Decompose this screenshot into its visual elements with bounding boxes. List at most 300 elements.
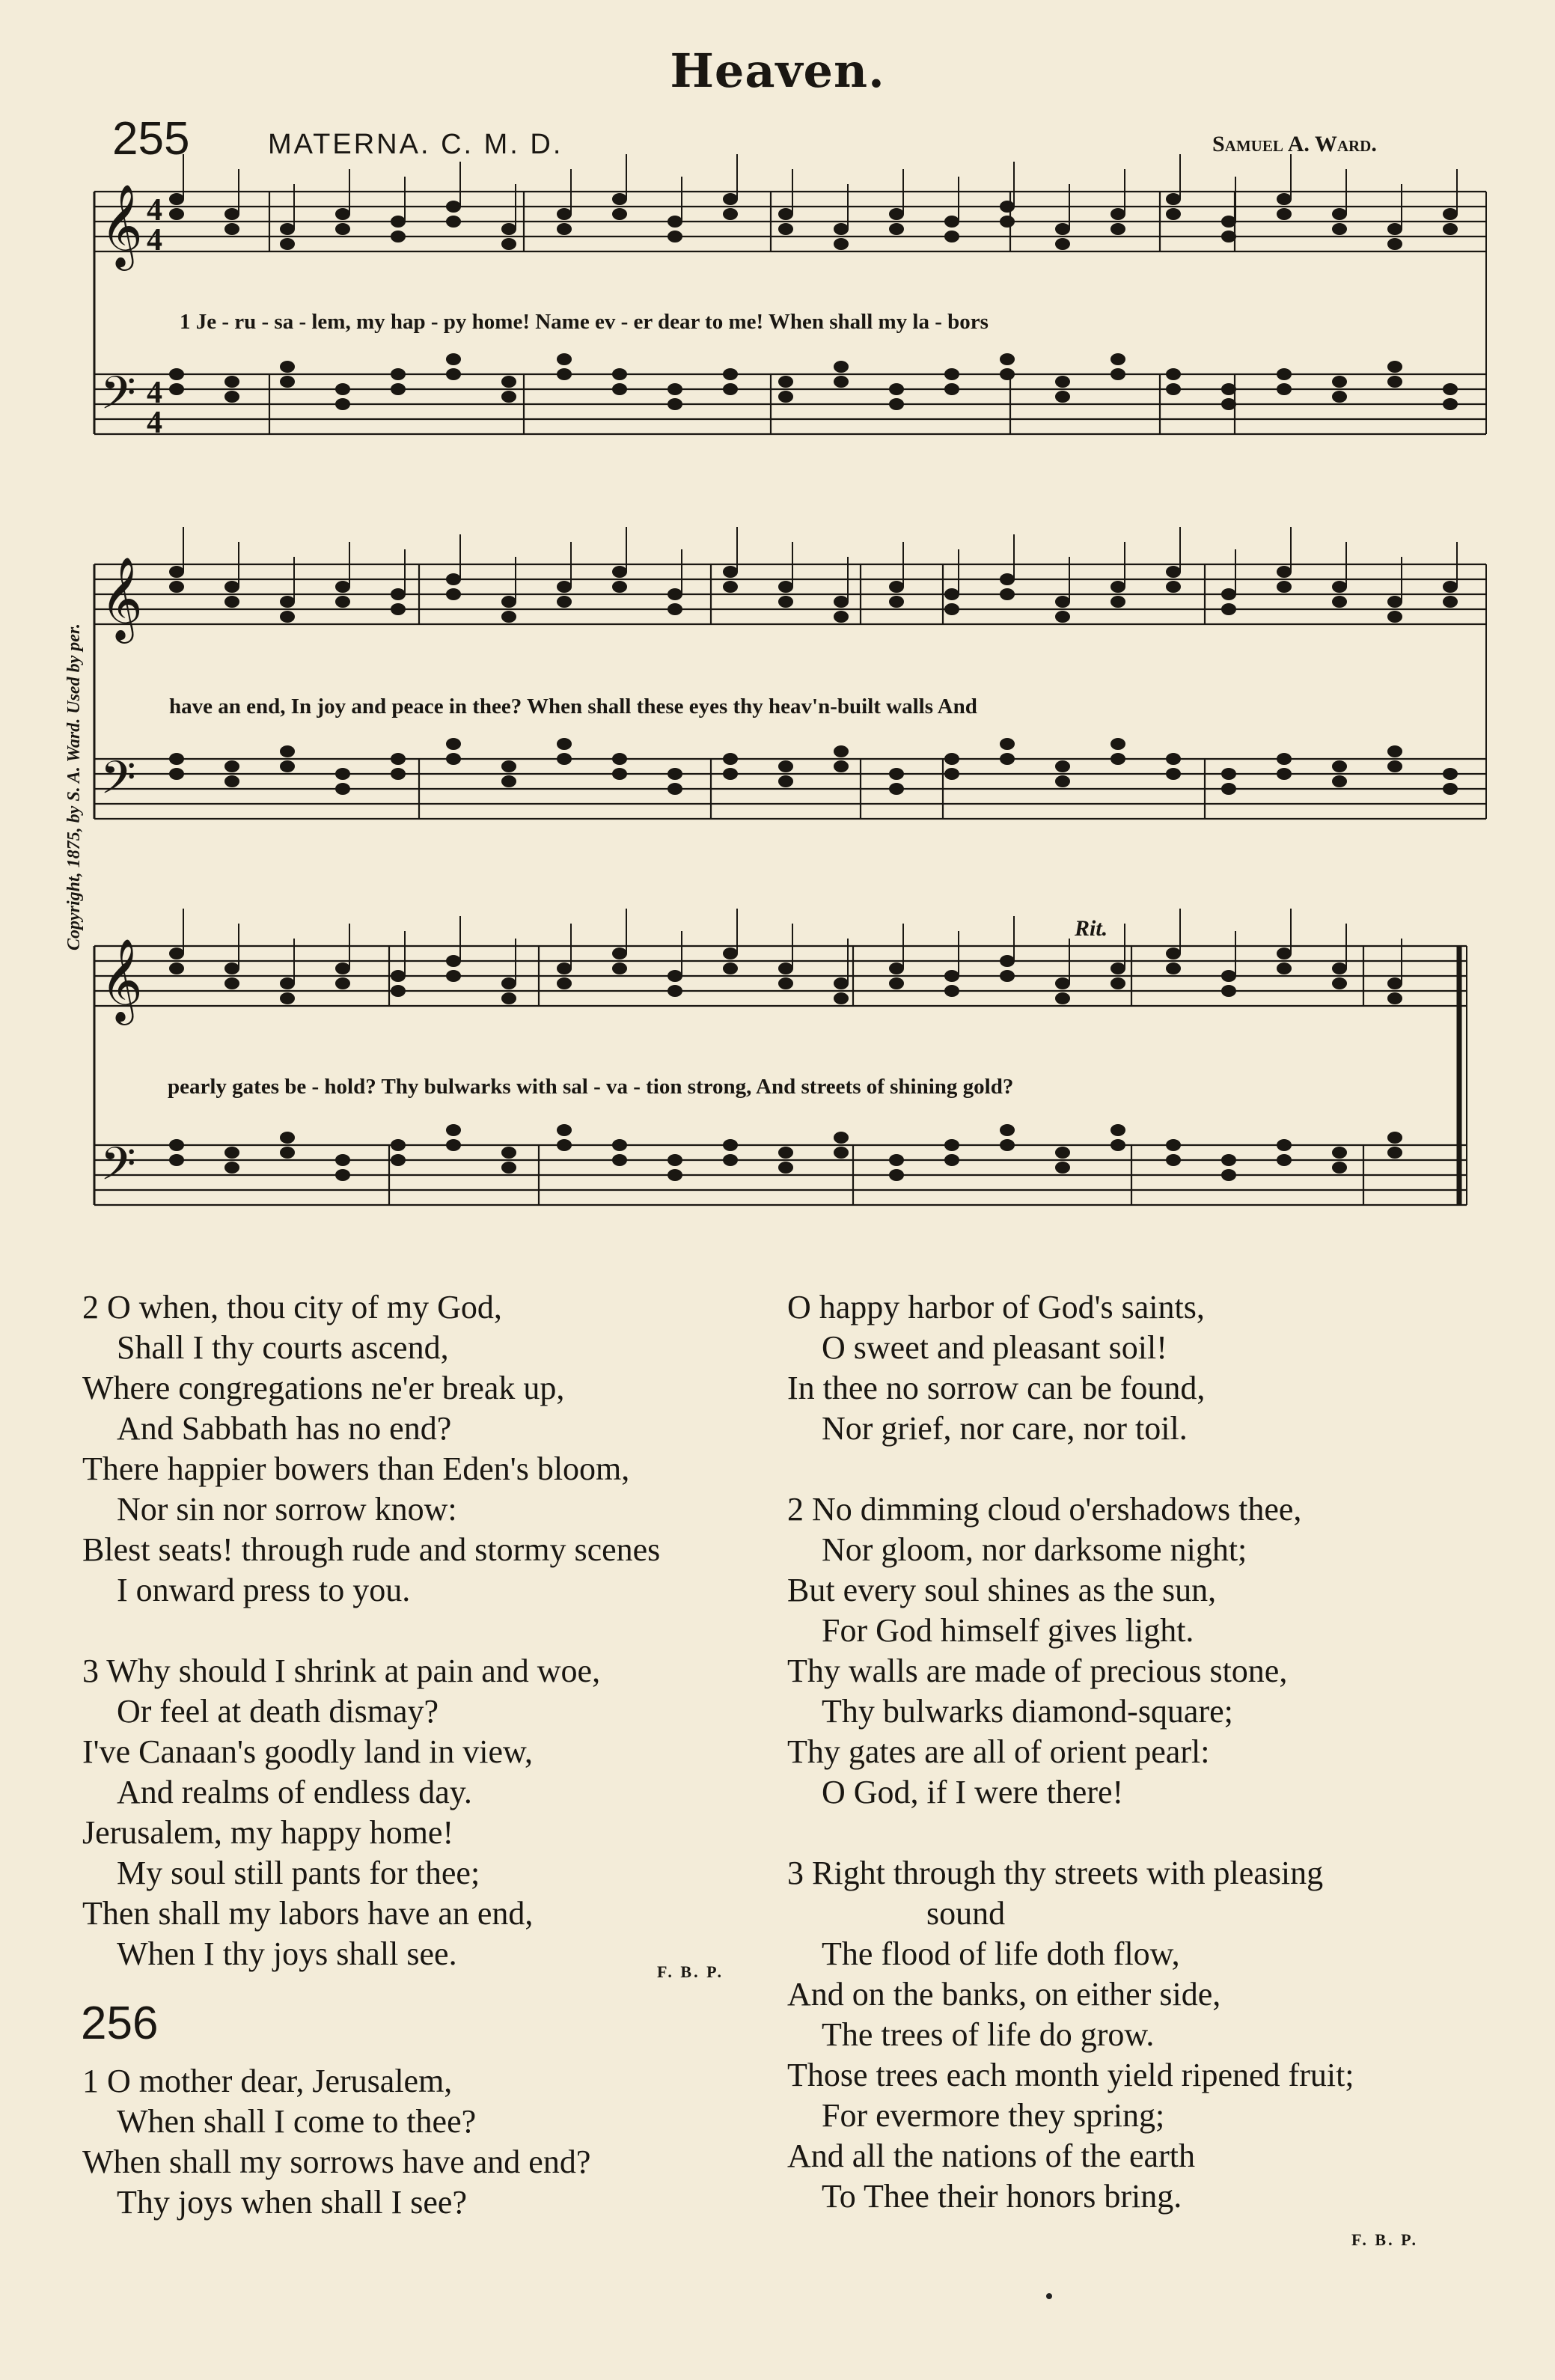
note-head: [447, 354, 460, 364]
note-head: [391, 986, 405, 996]
note-head: [779, 1147, 792, 1158]
note-head: [447, 739, 460, 749]
note-head: [1056, 761, 1069, 772]
treble-clef-icon: 𝄞: [100, 183, 143, 267]
note-head: [1000, 201, 1014, 212]
note-head: [502, 993, 516, 1004]
treble-clef-icon: 𝄞: [100, 938, 143, 1022]
note-head: [1056, 978, 1069, 989]
note-head: [391, 1140, 405, 1150]
note-head: [724, 567, 737, 577]
verse-line: For evermore they spring;: [822, 2097, 1165, 2134]
note-head: [1056, 1147, 1069, 1158]
tune-name: MATERNA. C. M. D.: [268, 129, 563, 160]
note-head: [391, 1155, 405, 1165]
note-head: [447, 1125, 460, 1135]
verse-line: 3 Right through thy streets with pleasing: [787, 1855, 1324, 1891]
note-head: [890, 1155, 903, 1165]
note-head: [557, 1125, 571, 1135]
note-head: [170, 369, 183, 379]
verse-line: Those trees each month yield ripened fruit;: [787, 2057, 1354, 2093]
note-head: [1333, 391, 1346, 402]
note-head: [1000, 216, 1014, 227]
verse-line: 3 Why should I shrink at pain and woe,: [82, 1653, 601, 1689]
verse-line: Thy joys when shall I see?: [117, 2184, 467, 2221]
note-head: [779, 761, 792, 772]
note-head: [1277, 1155, 1291, 1165]
note-head: [1111, 209, 1125, 219]
note-head: [1388, 1147, 1402, 1158]
note-head: [613, 963, 626, 974]
note-head: [281, 1132, 294, 1143]
note-head: [336, 978, 349, 989]
note-head: [336, 209, 349, 219]
note-head: [391, 971, 405, 981]
note-head: [1222, 589, 1235, 599]
note-head: [724, 754, 737, 764]
note-head: [890, 784, 903, 794]
lyric-line-1: 1 Je - ru - sa - lem, my hap - py home! Name ev - er dear to me! When shall my la - bors: [180, 310, 989, 334]
note-head: [945, 769, 959, 779]
note-head: [281, 239, 294, 249]
verse-line: Thy bulwarks diamond-square;: [822, 1693, 1233, 1730]
note-head: [281, 993, 294, 1004]
hymn-number-2: 256: [81, 1998, 159, 2049]
note-head: [1000, 1140, 1014, 1150]
note-head: [502, 776, 516, 787]
note-head: [447, 754, 460, 764]
copyright-note: Copyright, 1875, by S. A. Ward. Used by per.: [64, 623, 84, 951]
hymn-number: 255: [112, 113, 190, 165]
verse-line: Jerusalem, my happy home!: [82, 1814, 454, 1851]
note-head: [1000, 739, 1014, 749]
note-head: [834, 978, 848, 989]
note-head: [834, 993, 848, 1004]
verse-line: Thy walls are made of precious stone,: [787, 1653, 1288, 1689]
note-head: [724, 948, 737, 959]
note-head: [1056, 993, 1069, 1004]
note-head: [1000, 354, 1014, 364]
note-head: [945, 604, 959, 614]
note-head: [1056, 224, 1069, 234]
note-head: [170, 194, 183, 204]
verse-line: 1 O mother dear, Jerusalem,: [82, 2063, 453, 2099]
verse-line: To Thee their honors bring.: [822, 2178, 1182, 2215]
verse-line: When I thy joys shall see.: [117, 1935, 457, 1972]
note-head: [613, 754, 626, 764]
note-head: [668, 769, 682, 779]
note-head: [1333, 761, 1346, 772]
note-head: [336, 224, 349, 234]
note-head: [890, 769, 903, 779]
verse-line: O happy harbor of God's saints,: [787, 1289, 1205, 1325]
note-head: [391, 589, 405, 599]
note-head: [225, 963, 239, 974]
verse-line: There happier bowers than Eden's bloom,: [82, 1450, 630, 1487]
bass-clef-icon: 𝄢: [100, 751, 136, 816]
note-head: [890, 978, 903, 989]
verse-line: When shall I come to thee?: [117, 2103, 477, 2140]
time-signature: 4: [147, 193, 162, 228]
note-head: [779, 224, 792, 234]
verse-line: When shall my sorrows have and end?: [82, 2143, 591, 2180]
note-head: [1222, 971, 1235, 981]
time-signature: 4: [147, 406, 162, 440]
verse-line: Nor grief, nor care, nor toil.: [822, 1410, 1188, 1447]
note-head: [1056, 596, 1069, 607]
verse-line: 2 No dimming cloud o'ershadows thee,: [787, 1491, 1302, 1528]
note-head: [1111, 596, 1125, 607]
verse-line: And realms of endless day.: [117, 1774, 472, 1810]
note-head: [502, 761, 516, 772]
note-head: [557, 739, 571, 749]
note-head: [834, 1132, 848, 1143]
note-head: [1388, 978, 1402, 989]
note-head: [1222, 399, 1235, 409]
note-head: [502, 239, 516, 249]
note-head: [668, 986, 682, 996]
note-head: [1444, 384, 1457, 394]
note-head: [890, 963, 903, 974]
verse-line: I onward press to you.: [117, 1572, 411, 1608]
note-head: [1444, 582, 1457, 592]
note-head: [890, 1170, 903, 1180]
note-head: [336, 784, 349, 794]
note-head: [1222, 1170, 1235, 1180]
note-head: [945, 384, 959, 394]
note-head: [945, 754, 959, 764]
note-head: [447, 971, 460, 981]
note-head: [281, 596, 294, 607]
lyric-line-2: have an end, In joy and peace in thee? When shall these eyes thy heav'n-built walls And: [169, 695, 977, 718]
note-head: [1111, 1125, 1125, 1135]
note-head: [668, 231, 682, 242]
note-head: [1333, 776, 1346, 787]
note-head: [281, 1147, 294, 1158]
note-head: [668, 399, 682, 409]
note-head: [779, 209, 792, 219]
note-head: [391, 769, 405, 779]
time-signature: 4: [147, 376, 162, 410]
note-head: [1388, 611, 1402, 622]
note-head: [1000, 1125, 1014, 1135]
note-head: [1111, 754, 1125, 764]
note-head: [945, 369, 959, 379]
note-head: [1388, 239, 1402, 249]
note-head: [502, 978, 516, 989]
note-head: [502, 376, 516, 387]
note-head: [779, 776, 792, 787]
note-head: [890, 209, 903, 219]
note-head: [668, 1170, 682, 1180]
note-head: [945, 1155, 959, 1165]
note-head: [890, 384, 903, 394]
note-head: [502, 224, 516, 234]
note-head: [779, 978, 792, 989]
note-head: [890, 224, 903, 234]
note-head: [1222, 231, 1235, 242]
verse-line: [787, 1449, 1354, 1489]
note-head: [502, 1147, 516, 1158]
note-head: [281, 761, 294, 772]
note-head: [557, 582, 571, 592]
note-head: [945, 971, 959, 981]
note-head: [1277, 1140, 1291, 1150]
note-head: [391, 231, 405, 242]
verse-line: Shall I thy courts ascend,: [117, 1329, 449, 1366]
note-head: [170, 1140, 183, 1150]
note-head: [336, 384, 349, 394]
note-head: [1000, 956, 1014, 966]
verse-line: And all the nations of the earth: [787, 2138, 1195, 2174]
note-head: [502, 1162, 516, 1173]
note-head: [779, 582, 792, 592]
note-head: [1111, 354, 1125, 364]
note-head: [1444, 399, 1457, 409]
note-head: [1111, 1140, 1125, 1150]
note-head: [1333, 224, 1346, 234]
section-title: Heaven.: [670, 43, 885, 98]
note-head: [834, 376, 848, 387]
verse-line: Blest seats! through rude and stormy scenes: [82, 1531, 661, 1568]
note-head: [779, 391, 792, 402]
note-head: [1056, 391, 1069, 402]
note-head: [890, 596, 903, 607]
note-head: [1222, 769, 1235, 779]
note-head: [668, 589, 682, 599]
note-head: [1388, 596, 1402, 607]
note-head: [225, 224, 239, 234]
note-head: [1444, 596, 1457, 607]
note-head: [1277, 963, 1291, 974]
note-head: [336, 963, 349, 974]
note-head: [1167, 948, 1180, 959]
note-head: [834, 596, 848, 607]
note-head: [834, 239, 848, 249]
note-head: [1333, 582, 1346, 592]
composer: Samuel A. Ward.: [1212, 132, 1377, 156]
note-head: [724, 1140, 737, 1150]
note-head: [447, 956, 460, 966]
verse-line: The trees of life do grow.: [822, 2016, 1155, 2053]
note-head: [170, 1155, 183, 1165]
note-head: [779, 376, 792, 387]
note-head: [834, 1147, 848, 1158]
lyric-line-3: pearly gates be - hold? Thy bulwarks with sal - va - tion strong, And streets of shining gold?: [168, 1075, 1014, 1099]
verse-line: [82, 1611, 660, 1651]
note-head: [391, 754, 405, 764]
note-head: [724, 963, 737, 974]
note-head: [945, 231, 959, 242]
verse-line: In thee no sorrow can be found,: [787, 1370, 1206, 1406]
note-head: [834, 361, 848, 372]
bass-clef-icon: 𝄢: [100, 367, 136, 431]
note-head: [1333, 978, 1346, 989]
verse-line: But every soul shines as the sun,: [787, 1572, 1217, 1608]
note-head: [391, 216, 405, 227]
note-head: [336, 1170, 349, 1180]
note-head: [1333, 209, 1346, 219]
note-head: [613, 567, 626, 577]
verse-line: Where congregations ne'er break up,: [82, 1370, 565, 1406]
hymn-256-verse-1: [82, 2061, 590, 2223]
note-head: [1388, 746, 1402, 757]
note-head: [170, 209, 183, 219]
note-head: [1222, 604, 1235, 614]
note-head: [613, 948, 626, 959]
note-head: [724, 194, 737, 204]
treble-clef-icon: 𝄞: [100, 556, 143, 640]
note-head: [557, 963, 571, 974]
verse-line: My soul still pants for thee;: [117, 1855, 480, 1891]
note-head: [225, 209, 239, 219]
note-head: [1444, 769, 1457, 779]
verse-line: The flood of life doth flow,: [822, 1935, 1180, 1972]
verse-line: And Sabbath has no end?: [117, 1410, 452, 1447]
note-head: [1277, 948, 1291, 959]
note-head: [447, 1140, 460, 1150]
note-head: [1111, 963, 1125, 974]
note-head: [779, 963, 792, 974]
note-head: [668, 604, 682, 614]
note-head: [336, 582, 349, 592]
time-signature: 4: [147, 223, 162, 257]
note-head: [170, 754, 183, 764]
note-head: [225, 978, 239, 989]
note-head: [724, 1155, 737, 1165]
note-head: [1444, 224, 1457, 234]
note-head: [1167, 1140, 1180, 1150]
note-head: [225, 376, 239, 387]
note-head: [225, 582, 239, 592]
note-head: [724, 209, 737, 219]
note-head: [890, 399, 903, 409]
note-head: [1388, 224, 1402, 234]
verse-line: And on the banks, on either side,: [787, 1976, 1221, 2013]
verse-line: O God, if I were there!: [822, 1774, 1124, 1810]
note-head: [557, 224, 571, 234]
note-head: [724, 384, 737, 394]
note-head: [557, 754, 571, 764]
note-head: [170, 384, 183, 394]
note-head: [1111, 739, 1125, 749]
verse-line: I've Canaan's goodly land in view,: [82, 1733, 533, 1770]
note-head: [502, 611, 516, 622]
verse-line: For God himself gives light.: [822, 1612, 1194, 1649]
note-head: [1444, 784, 1457, 794]
note-head: [225, 1162, 239, 1173]
note-head: [1167, 963, 1180, 974]
note-head: [1388, 761, 1402, 772]
note-head: [502, 596, 516, 607]
note-head: [613, 209, 626, 219]
note-head: [447, 201, 460, 212]
note-head: [945, 216, 959, 227]
verse-line: 2 O when, thou city of my God,: [82, 1289, 502, 1325]
note-head: [557, 209, 571, 219]
note-head: [1167, 1155, 1180, 1165]
note-head: [613, 194, 626, 204]
note-head: [1388, 361, 1402, 372]
verse-line: Then shall my labors have an end,: [82, 1895, 534, 1932]
note-head: [225, 761, 239, 772]
note-head: [1000, 589, 1014, 599]
note-head: [1222, 784, 1235, 794]
note-head: [945, 986, 959, 996]
note-head: [834, 611, 848, 622]
verse-line: Nor gloom, nor darksome night;: [822, 1531, 1247, 1568]
note-head: [834, 761, 848, 772]
note-head: [1388, 376, 1402, 387]
note-head: [170, 769, 183, 779]
note-head: [447, 216, 460, 227]
note-head: [613, 1155, 626, 1165]
note-head: [613, 369, 626, 379]
note-head: [1333, 1162, 1346, 1173]
note-head: [668, 1155, 682, 1165]
note-head: [557, 354, 571, 364]
note-head: [1056, 239, 1069, 249]
note-head: [834, 746, 848, 757]
note-head: [170, 948, 183, 959]
note-head: [1333, 1147, 1346, 1158]
note-head: [1388, 993, 1402, 1004]
verse-line: Thy gates are all of orient pearl:: [787, 1733, 1210, 1770]
hymn-255-verses: [82, 1287, 660, 1974]
note-head: [945, 1140, 959, 1150]
note-head: [1277, 369, 1291, 379]
note-head: [170, 582, 183, 592]
note-head: [668, 971, 682, 981]
note-head: [1333, 963, 1346, 974]
verse-line: [787, 1813, 1354, 1853]
note-head: [225, 776, 239, 787]
note-head: [1277, 194, 1291, 204]
note-head: [1222, 1155, 1235, 1165]
note-head: [779, 596, 792, 607]
note-head: [668, 784, 682, 794]
note-head: [225, 391, 239, 402]
note-head: [1111, 582, 1125, 592]
note-head: [502, 391, 516, 402]
note-head: [1277, 567, 1291, 577]
note-head: [225, 1147, 239, 1158]
note-head: [1000, 574, 1014, 585]
note-head: [1000, 754, 1014, 764]
note-head: [1056, 776, 1069, 787]
note-head: [1333, 596, 1346, 607]
note-head: [557, 596, 571, 607]
note-head: [1167, 194, 1180, 204]
note-head: [447, 589, 460, 599]
note-head: [1167, 582, 1180, 592]
note-head: [1277, 209, 1291, 219]
note-head: [557, 1140, 571, 1150]
note-head: [336, 1155, 349, 1165]
note-head: [945, 589, 959, 599]
note-head: [170, 963, 183, 974]
note-head: [281, 746, 294, 757]
note-head: [1222, 986, 1235, 996]
note-head: [336, 399, 349, 409]
note-head: [1111, 369, 1125, 379]
note-head: [1333, 376, 1346, 387]
note-head: [724, 369, 737, 379]
note-head: [1000, 971, 1014, 981]
note-head: [1167, 384, 1180, 394]
note-head: [447, 369, 460, 379]
note-head: [1277, 582, 1291, 592]
